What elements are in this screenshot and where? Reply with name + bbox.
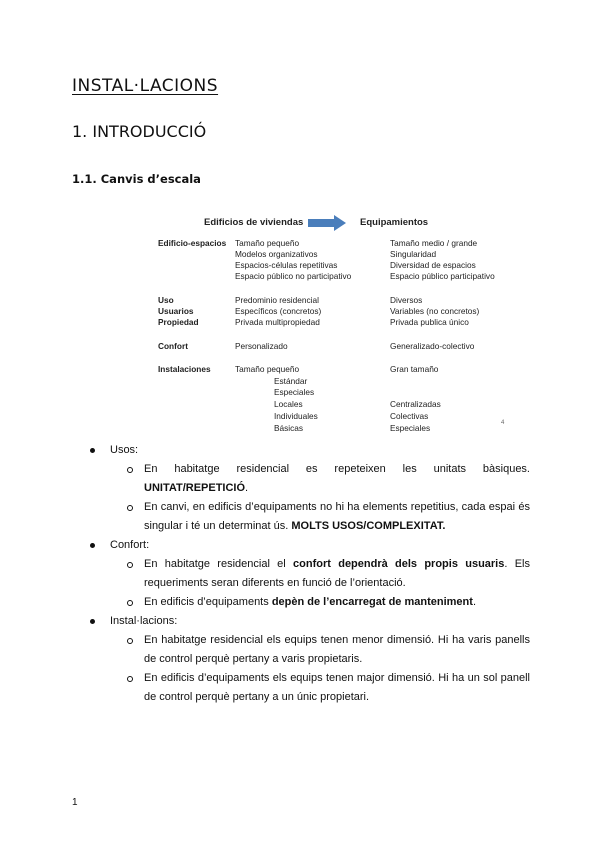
subsection-heading: 1.1. Canvis d’escala xyxy=(72,172,201,186)
circle-bullet-icon xyxy=(127,467,133,473)
cell-left: Espacio público no participativo xyxy=(235,271,352,281)
page-number: 1 xyxy=(72,797,78,808)
cell-left-sub: Estándar xyxy=(274,376,308,386)
cell-left: Privada multipropiedad xyxy=(235,317,320,327)
row-label: Confort xyxy=(158,341,188,351)
row-label: Usuarios xyxy=(158,306,194,316)
cell-right-sub: Especiales xyxy=(390,423,431,433)
cell-right: Espacio público participativo xyxy=(390,271,495,281)
row-label: Edificio-espacios xyxy=(158,238,227,248)
cell-left: Espacios-células repetitivas xyxy=(235,260,338,270)
bullet-icon xyxy=(90,619,95,624)
cell-left: Personalizado xyxy=(235,341,288,351)
circle-bullet-icon xyxy=(127,600,133,606)
list-subitem: En habitatge residencial es repeteixen les unitats bàsiques. UNITAT/REPETICIÓ. xyxy=(90,460,530,498)
cell-left-sub: Individuales xyxy=(274,411,318,421)
arrow-right-icon xyxy=(308,215,348,231)
section-heading: 1. INTRODUCCIÓ xyxy=(72,122,207,141)
circle-bullet-icon xyxy=(127,638,133,644)
list-subitem: En edificis d’equipaments depèn de l’encarregat de manteniment. xyxy=(90,593,530,612)
cell-right: Singularidad xyxy=(390,249,437,259)
header-left: Edificios de viviendas xyxy=(204,217,304,228)
list-subitem: En edificis d’equipaments els equips tenen major dimensió. Hi ha un sol panell de control perquè pertany a un únic propietari. xyxy=(90,669,530,707)
cell-left: Específicos (concretos) xyxy=(235,306,322,316)
circle-bullet-icon xyxy=(127,505,133,511)
cell-left-sub: Locales xyxy=(274,399,303,409)
cell-right: Diversos xyxy=(390,295,423,305)
bullet-icon xyxy=(90,543,95,548)
list-subitem: En habitatge residencial els equips tenen menor dimensió. Hi ha varis panells de control perquè pertany a varis propietaris. xyxy=(90,631,530,669)
cell-left: Modelos organizativos xyxy=(235,249,318,259)
header-right: Equipamientos xyxy=(360,217,429,228)
cell-right: Diversidad de espacios xyxy=(390,260,476,270)
figure-mark: 4 xyxy=(501,420,505,426)
circle-bullet-icon xyxy=(127,562,133,568)
circle-bullet-icon xyxy=(127,676,133,682)
row-label: Uso xyxy=(158,295,174,305)
row-label: Propiedad xyxy=(158,317,199,327)
cell-right: Gran tamaño xyxy=(390,364,439,374)
cell-right: Privada publica único xyxy=(390,317,469,327)
cell-right-sub: Centralizadas xyxy=(390,399,441,409)
cell-left: Tamaño pequeño xyxy=(235,364,300,374)
list-subitem: En habitatge residencial el confort dependrà dels propis usuaris. Els requeriments seran diferents en funció de l’orientació. xyxy=(90,555,530,593)
list-subitem: En canvi, en edificis d’equipaments no hi ha elements repetitius, cada espai és singular i té un determinat ús. MOLTS USOS/COMPLEXITAT. xyxy=(90,498,530,536)
comparison-figure xyxy=(156,213,516,438)
cell-right: Tamaño medio / grande xyxy=(390,238,478,248)
cell-right: Generalizado-colectivo xyxy=(390,341,475,351)
cell-left: Predominio residencial xyxy=(235,295,319,305)
list-item: Instal·lacions: xyxy=(90,612,530,631)
bullet-list xyxy=(90,441,530,707)
cell-right-sub: Colectivas xyxy=(390,411,429,421)
cell-left: Tamaño pequeño xyxy=(235,238,300,248)
bullet-icon xyxy=(90,448,95,453)
cell-left-sub: Especiales xyxy=(274,387,315,397)
cell-right: Variables (no concretos) xyxy=(390,306,480,316)
cell-left-sub: Básicas xyxy=(274,423,304,433)
page-title: INSTAL·LACIONS xyxy=(72,76,219,96)
list-item: Confort: xyxy=(90,536,530,555)
row-label: Instalaciones xyxy=(158,364,211,374)
list-item: Usos: xyxy=(90,441,530,460)
